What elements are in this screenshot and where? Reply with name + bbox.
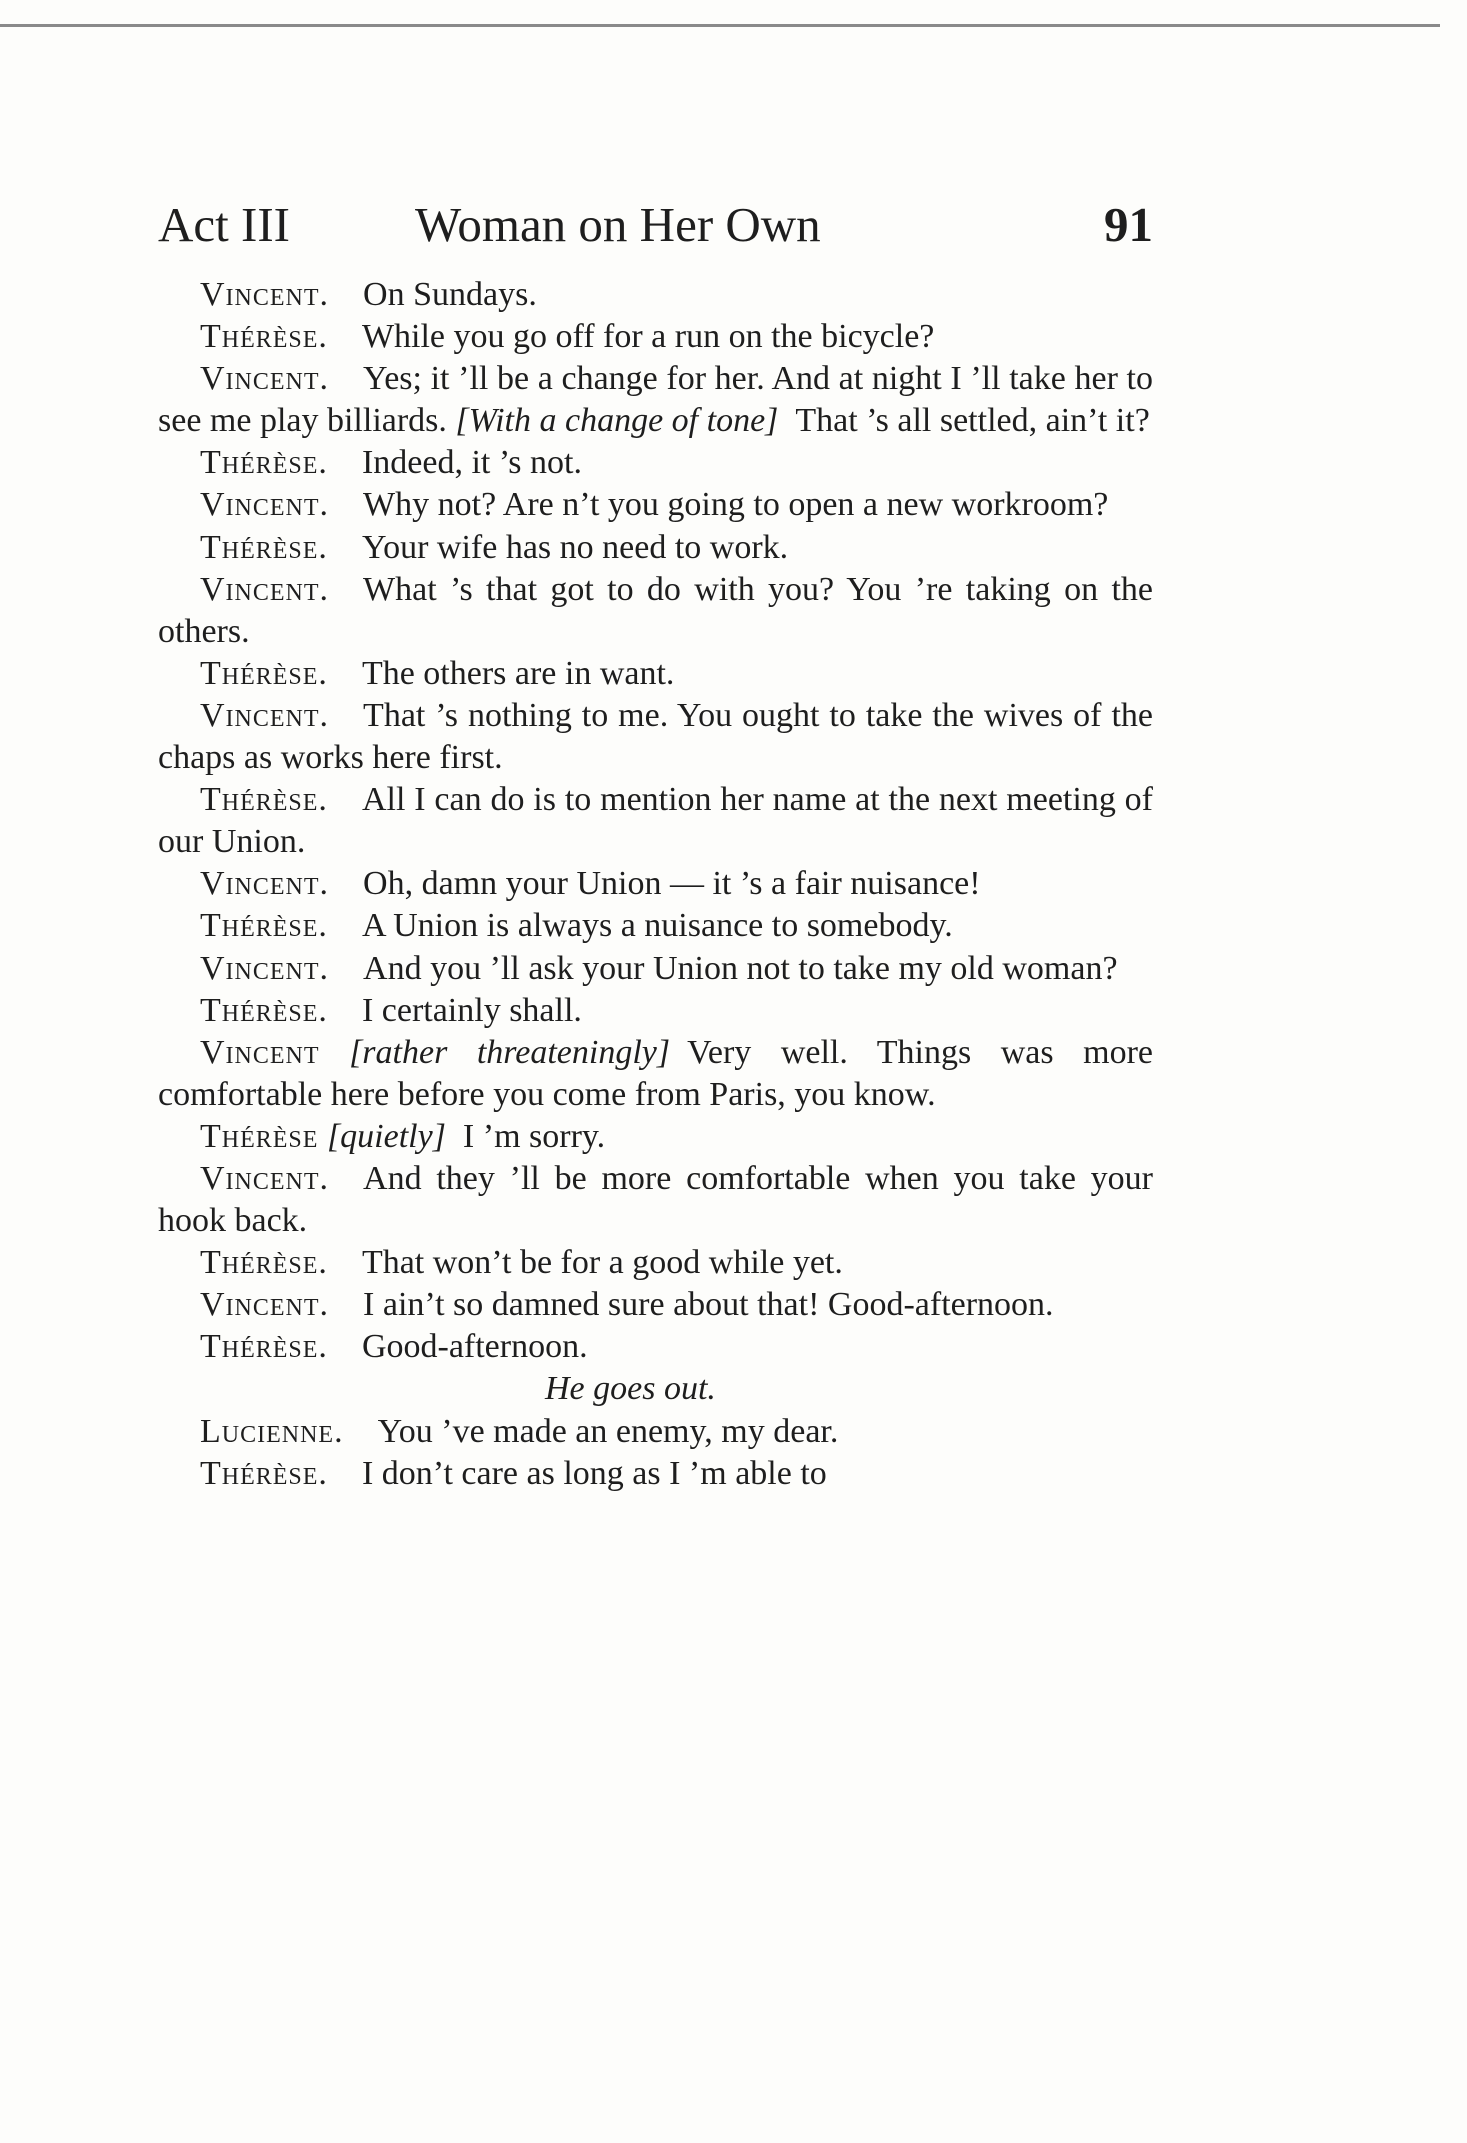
dialogue-line [158, 1284, 1153, 1326]
stage-direction: [quietly] [326, 1117, 446, 1155]
dialogue-line [158, 442, 1153, 484]
top-rule [0, 24, 1440, 27]
dialogue-line [158, 695, 1153, 779]
dialogue-body [158, 274, 1153, 1495]
dialogue-line [158, 779, 1153, 863]
line-text: And you ’ll ask your Union not to take my old woman? [363, 949, 1118, 987]
line-text: A Union is always a nuisance to somebody. [361, 907, 953, 945]
dialogue-line [158, 569, 1153, 653]
dialogue-line [158, 948, 1153, 990]
line-text: And they ’ll be more comfortable when you take your hook back. [158, 1159, 1153, 1240]
speaker-name: Thérèse. [200, 444, 328, 482]
act-label: Act III [158, 197, 290, 252]
line-text: Indeed, it ’s not. [361, 444, 582, 482]
line-text: I ’m sorry. [462, 1117, 606, 1155]
speaker-name: Thérèse. [200, 907, 328, 945]
speaker-name: Vincent. [200, 486, 330, 524]
line-text: I certainly shall. [361, 991, 582, 1029]
dialogue-line [158, 527, 1153, 569]
speaker-name: Vincent. [200, 1286, 330, 1324]
dialogue-line [158, 1453, 1153, 1495]
dialogue-line [158, 274, 1153, 316]
dialogue-line [158, 1032, 1153, 1116]
speaker-name: Vincent. [200, 949, 330, 987]
line-text: That ’s all settled, ain’t it? [795, 402, 1150, 440]
line-text: Your wife has no need to work. [361, 528, 789, 566]
speaker-name: Thérèse. [200, 1244, 328, 1282]
dialogue-line [158, 905, 1153, 947]
stage-direction: [rather threateningly] [349, 1033, 671, 1071]
dialogue-line [158, 484, 1153, 526]
line-text: Yes; it ’ll be a change for her. And at night I ’ll take her to see me play billiards. [158, 360, 1153, 440]
speaker-name: Vincent. [200, 276, 330, 313]
line-text: I don’t care as long as I ’m able to [361, 1454, 827, 1492]
speaker-name: Thérèse. [200, 1328, 328, 1366]
speaker-name: Thérèse. [200, 991, 328, 1029]
speaker-name: Thérèse. [200, 781, 328, 819]
speaker-name: Thérèse [200, 1117, 319, 1155]
page-number: 91 [1104, 197, 1153, 252]
stage-direction: He goes out. [545, 1370, 716, 1408]
dialogue-line [158, 863, 1153, 905]
dialogue-line [158, 316, 1153, 358]
line-text: What ’s that got to do with you? You ’re taking on the others. [158, 570, 1153, 650]
speaker-name: Thérèse. [200, 318, 328, 356]
dialogue-line [158, 1411, 1153, 1453]
speaker-name: Thérèse. [200, 528, 328, 566]
line-text: All I can do is to mention her name at the next meeting of our Union. [158, 781, 1153, 861]
line-text: Good-afternoon. [361, 1328, 588, 1366]
line-text: I ain’t so damned sure about that! Good-afternoon. [363, 1286, 1054, 1324]
speaker-name: Vincent. [200, 1159, 330, 1197]
dialogue-line [158, 1116, 1153, 1158]
line-text: That won’t be for a good while yet. [361, 1244, 843, 1282]
running-header [158, 190, 1153, 260]
speaker-name: Vincent. [200, 865, 330, 903]
dialogue-line [158, 653, 1153, 695]
speaker-name: Vincent. [200, 570, 330, 608]
line-text: Very well. Things was more comfortable here before you come from Paris, you know. [158, 1033, 1153, 1113]
dialogue-line [158, 358, 1153, 442]
dialogue-line [158, 1326, 1153, 1368]
line-text: Oh, damn your Union — it ’s a fair nuisance! [363, 865, 981, 903]
line-text: You ’ve made an enemy, my dear. [377, 1412, 839, 1450]
speaker-name: Lucienne. [200, 1412, 344, 1450]
line-text: On Sundays. [363, 276, 537, 313]
dialogue-line [158, 1242, 1153, 1284]
dialogue-line [158, 1158, 1153, 1242]
line-text: Why not? Are n’t you going to open a new workroom? [363, 486, 1109, 524]
speaker-name: Vincent [200, 1033, 320, 1071]
speaker-name: Thérèse. [200, 654, 328, 692]
speaker-name: Vincent. [200, 360, 330, 398]
stage-direction: [With a change of tone] [455, 402, 779, 440]
line-text: While you go off for a run on the bicycle? [361, 318, 935, 356]
dialogue-line [158, 990, 1153, 1032]
line-text: The others are in want. [361, 654, 675, 692]
speaker-name: Vincent. [200, 696, 330, 734]
line-text: That ’s nothing to me. You ought to take the wives of the chaps as works here first. [158, 696, 1153, 777]
play-title: Woman on Her Own [415, 197, 821, 252]
speaker-name: Thérèse. [200, 1454, 328, 1492]
